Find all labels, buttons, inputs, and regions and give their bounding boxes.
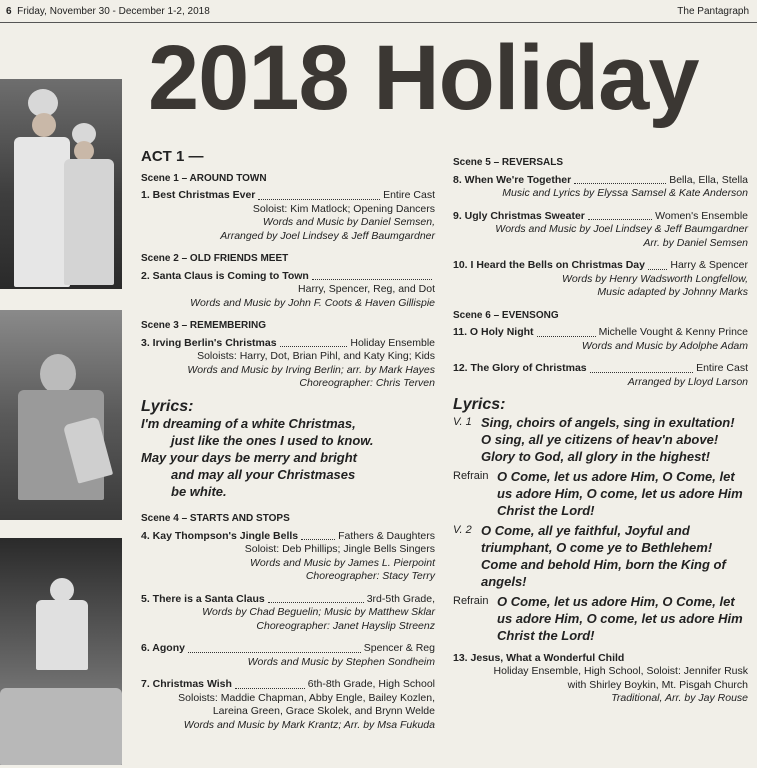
item-credit: Words and Music by Daniel Semsen, bbox=[262, 216, 435, 228]
item-line: Soloists: Maddie Chapman, Abby Engle, Bailey Kozlen, bbox=[178, 691, 435, 704]
program-item bbox=[141, 593, 435, 634]
item-credit: Arr. by Daniel Semsen bbox=[643, 236, 748, 249]
left-program-list bbox=[141, 172, 435, 391]
item-title: 10. I Heard the Bells on Christmas Day bbox=[453, 259, 645, 271]
program-item bbox=[141, 678, 435, 732]
item-credit: Words and Music by Irving Berlin; arr. by Mark Hayes bbox=[187, 363, 435, 376]
scene-heading: Scene 4 – STARTS AND STOPS bbox=[141, 513, 290, 524]
leader-dots bbox=[590, 362, 693, 373]
item-title: 8. When We're Together bbox=[453, 173, 572, 186]
leader-dots bbox=[268, 593, 364, 604]
leader-dots bbox=[312, 270, 432, 281]
verse-row bbox=[453, 414, 748, 465]
item-credit: Choreographer: Chris Terven bbox=[299, 377, 435, 389]
item-title: 5. There is a Santa Claus bbox=[141, 592, 265, 605]
item-performer: Michelle Vought & Kenny Prince bbox=[598, 326, 748, 338]
item-performer: 6th-8th Grade, High School bbox=[307, 678, 435, 690]
page-title: 2018 Holiday bbox=[148, 27, 699, 129]
item-title-row bbox=[141, 337, 435, 351]
item-title-row bbox=[141, 270, 435, 284]
scene-heading: Scene 3 – REMEMBERING bbox=[141, 320, 267, 331]
photo-dancers bbox=[0, 538, 122, 765]
dancer-group bbox=[0, 688, 122, 765]
verse-row bbox=[453, 522, 748, 590]
header-left bbox=[6, 6, 210, 17]
item-line: Soloist: Deb Phillips; Jingle Bells Singers bbox=[244, 543, 435, 555]
item-title-row bbox=[141, 593, 435, 607]
item-credit: Words by Henry Wadsworth Longfellow, bbox=[562, 272, 748, 285]
program-item bbox=[453, 210, 748, 251]
singer-face bbox=[40, 354, 76, 394]
chef-robe-2 bbox=[64, 159, 114, 285]
lyric-line: just like the ones I used to know. bbox=[171, 433, 374, 448]
leader-dots bbox=[235, 678, 305, 689]
verse-label: V. 1 bbox=[453, 415, 472, 428]
item-title-row bbox=[453, 362, 748, 376]
item-title-row bbox=[141, 642, 435, 656]
lyric-line: and may all your Christmases bbox=[171, 467, 356, 482]
verse-text: O Come, let us adore Him, O Come, let us adore Him, O come, let us adore Him Christ the Lord! bbox=[497, 468, 743, 518]
leader-dots bbox=[301, 530, 335, 541]
item-title: 7. Christmas Wish bbox=[141, 678, 232, 690]
program-item bbox=[141, 270, 435, 311]
lyric-line: I'm dreaming of a white Christmas, bbox=[141, 416, 356, 431]
program-item bbox=[453, 259, 748, 300]
item-credit: Arranged by Joel Lindsey & Jeff Baumgardner bbox=[220, 229, 435, 242]
lyrics-block-2 bbox=[453, 398, 748, 644]
refrain-label: Refrain bbox=[453, 469, 489, 482]
verse-text: Sing, choirs of angels, sing in exultation! O sing, all ye citizens of heav'n above! Glory to God, all glory in the highest! bbox=[481, 414, 735, 464]
chef-face-1 bbox=[32, 113, 56, 137]
item-performer: Entire Cast bbox=[383, 189, 435, 201]
dancer-face bbox=[50, 578, 74, 602]
program-item bbox=[141, 189, 435, 243]
item-line: Soloists: Harry, Dot, Brian Pihl, and Katy King; Kids bbox=[197, 350, 435, 362]
item-line: with Shirley Boykin, Mt. Pisgah Church bbox=[567, 678, 748, 691]
lyric-line: May your days be merry and bright bbox=[141, 450, 358, 465]
item-title: 11. O Holy Night bbox=[453, 326, 534, 338]
item-credit: Choreographer: Janet Hayslip Streenz bbox=[256, 619, 435, 632]
leader-dots bbox=[588, 210, 652, 221]
item-performer: Fathers & Daughters bbox=[338, 529, 435, 542]
program-item bbox=[453, 362, 748, 389]
program-item bbox=[453, 326, 748, 353]
item-title: 2. Santa Claus is Coming to Town bbox=[141, 269, 309, 282]
item-credit: Words and Music by Joel Lindsey & Jeff Baumgardner bbox=[495, 223, 748, 235]
item-title: 4. Kay Thompson's Jingle Bells bbox=[141, 529, 299, 542]
item-line: Holiday Ensemble, High School, Soloist: Jennifer Rusk bbox=[493, 665, 748, 677]
scene-heading: Scene 5 – REVERSALS bbox=[453, 157, 564, 168]
leader-dots bbox=[258, 189, 380, 200]
item-credit: Words and Music by Mark Krantz; Arr. by Msa Fukuda bbox=[183, 718, 435, 731]
item-title-row bbox=[453, 174, 748, 188]
item-credit: Words and Music by John F. Coots & Haven Gillispie bbox=[190, 296, 435, 309]
item-title-row bbox=[141, 530, 435, 544]
chef-face-2 bbox=[74, 141, 94, 161]
item-title-row bbox=[453, 326, 748, 340]
item-credit: Traditional, Arr. by Jay Rouse bbox=[611, 692, 748, 704]
verse-label: V. 2 bbox=[453, 523, 472, 536]
item-title: 13. Jesus, What a Wonderful Child bbox=[453, 651, 625, 664]
lyrics-heading: Lyrics: bbox=[453, 396, 506, 413]
leader-dots bbox=[188, 642, 361, 653]
verse-list bbox=[453, 414, 748, 644]
item-title-row bbox=[141, 189, 435, 203]
photo-chefs bbox=[0, 79, 122, 289]
program-column-left bbox=[141, 146, 435, 741]
item-title: 12. The Glory of Christmas bbox=[453, 362, 587, 374]
item-credit: Words and Music by James L. Pierpoint bbox=[250, 556, 435, 569]
dancer-body bbox=[36, 600, 88, 670]
item-performer: Spencer & Reg bbox=[363, 642, 435, 654]
item-performer: Women's Ensemble bbox=[655, 209, 748, 222]
refrain-label: Refrain bbox=[453, 594, 489, 607]
photo-singers bbox=[0, 310, 122, 520]
item-credit: Words and Music by Adolphe Adam bbox=[581, 339, 748, 352]
scene-heading: Scene 1 – AROUND TOWN bbox=[141, 172, 267, 184]
item-credit: Words by Chad Beguelin; Music by Matthew Sklar bbox=[202, 606, 435, 618]
lyrics-heading: Lyrics: bbox=[141, 397, 194, 415]
item-performer: Entire Cast bbox=[696, 362, 748, 374]
issue-date: Friday, November 30 - December 1-2, 2018 bbox=[17, 6, 210, 17]
verse-row bbox=[453, 593, 748, 644]
leader-dots bbox=[537, 326, 596, 337]
item-title: 1. Best Christmas Ever bbox=[141, 189, 256, 201]
paper-name: The Pantagraph bbox=[677, 6, 749, 17]
left-program-list-2 bbox=[141, 512, 435, 732]
leader-dots bbox=[280, 337, 348, 348]
item-performer: 3rd-5th Grade, bbox=[366, 592, 435, 605]
item-line: Harry, Spencer, Reg, and Dot bbox=[298, 283, 435, 295]
item-performer: Holiday Ensemble bbox=[350, 336, 435, 349]
item-title-row bbox=[141, 678, 435, 692]
item-credit: Music and Lyrics by Elyssa Samsel & Kate Anderson bbox=[502, 187, 748, 199]
item-performer: Harry & Spencer bbox=[670, 259, 748, 271]
item-credit: Words and Music by Stephen Sondheim bbox=[247, 655, 435, 668]
item-performer: Bella, Ella, Stella bbox=[669, 173, 748, 186]
program-item bbox=[453, 652, 748, 706]
item-title-row bbox=[453, 210, 748, 224]
verse-text: O Come, all ye faithful, Joyful and triumphant, O come ye to Bethlehem! Come and behold Him, born the King of angels! bbox=[481, 522, 726, 589]
item-credit: Music adapted by Johnny Marks bbox=[597, 286, 748, 298]
leader-dots bbox=[574, 174, 666, 185]
right-program-list bbox=[453, 156, 748, 389]
lyric-line: be white. bbox=[171, 484, 227, 499]
page-header bbox=[0, 0, 757, 23]
item-title-row bbox=[453, 259, 748, 273]
program-item bbox=[141, 530, 435, 584]
lyrics-block-1 bbox=[141, 397, 435, 501]
item-credit: Arranged by Lloyd Larson bbox=[627, 375, 748, 388]
scene-heading: Scene 2 – OLD FRIENDS MEET bbox=[141, 253, 289, 264]
page-number: 6 bbox=[6, 6, 12, 17]
program-item bbox=[141, 642, 435, 669]
item-title: 3. Irving Berlin's Christmas bbox=[141, 336, 277, 349]
chef-robe-1 bbox=[14, 137, 70, 287]
item-title: 9. Ugly Christmas Sweater bbox=[453, 209, 585, 222]
verse-row bbox=[453, 468, 748, 519]
item-line: Soloist: Kim Matlock; Opening Dancers bbox=[252, 202, 435, 215]
verse-text: O Come, let us adore Him, O Come, let us adore Him, O come, let us adore Him Christ the Lord! bbox=[497, 593, 743, 643]
program-column-right bbox=[453, 150, 748, 715]
leader-dots bbox=[648, 259, 667, 270]
item-title: 6. Agony bbox=[141, 642, 185, 654]
program-item bbox=[453, 174, 748, 201]
scene-heading: Scene 6 – EVENSONG bbox=[453, 309, 559, 321]
program-item bbox=[141, 337, 435, 391]
item-credit: Choreographer: Stacy Terry bbox=[305, 570, 435, 582]
item-line: Lareina Green, Grace Skolek, and Brynn Welde bbox=[212, 705, 435, 717]
act-heading: ACT 1 — bbox=[141, 148, 204, 165]
